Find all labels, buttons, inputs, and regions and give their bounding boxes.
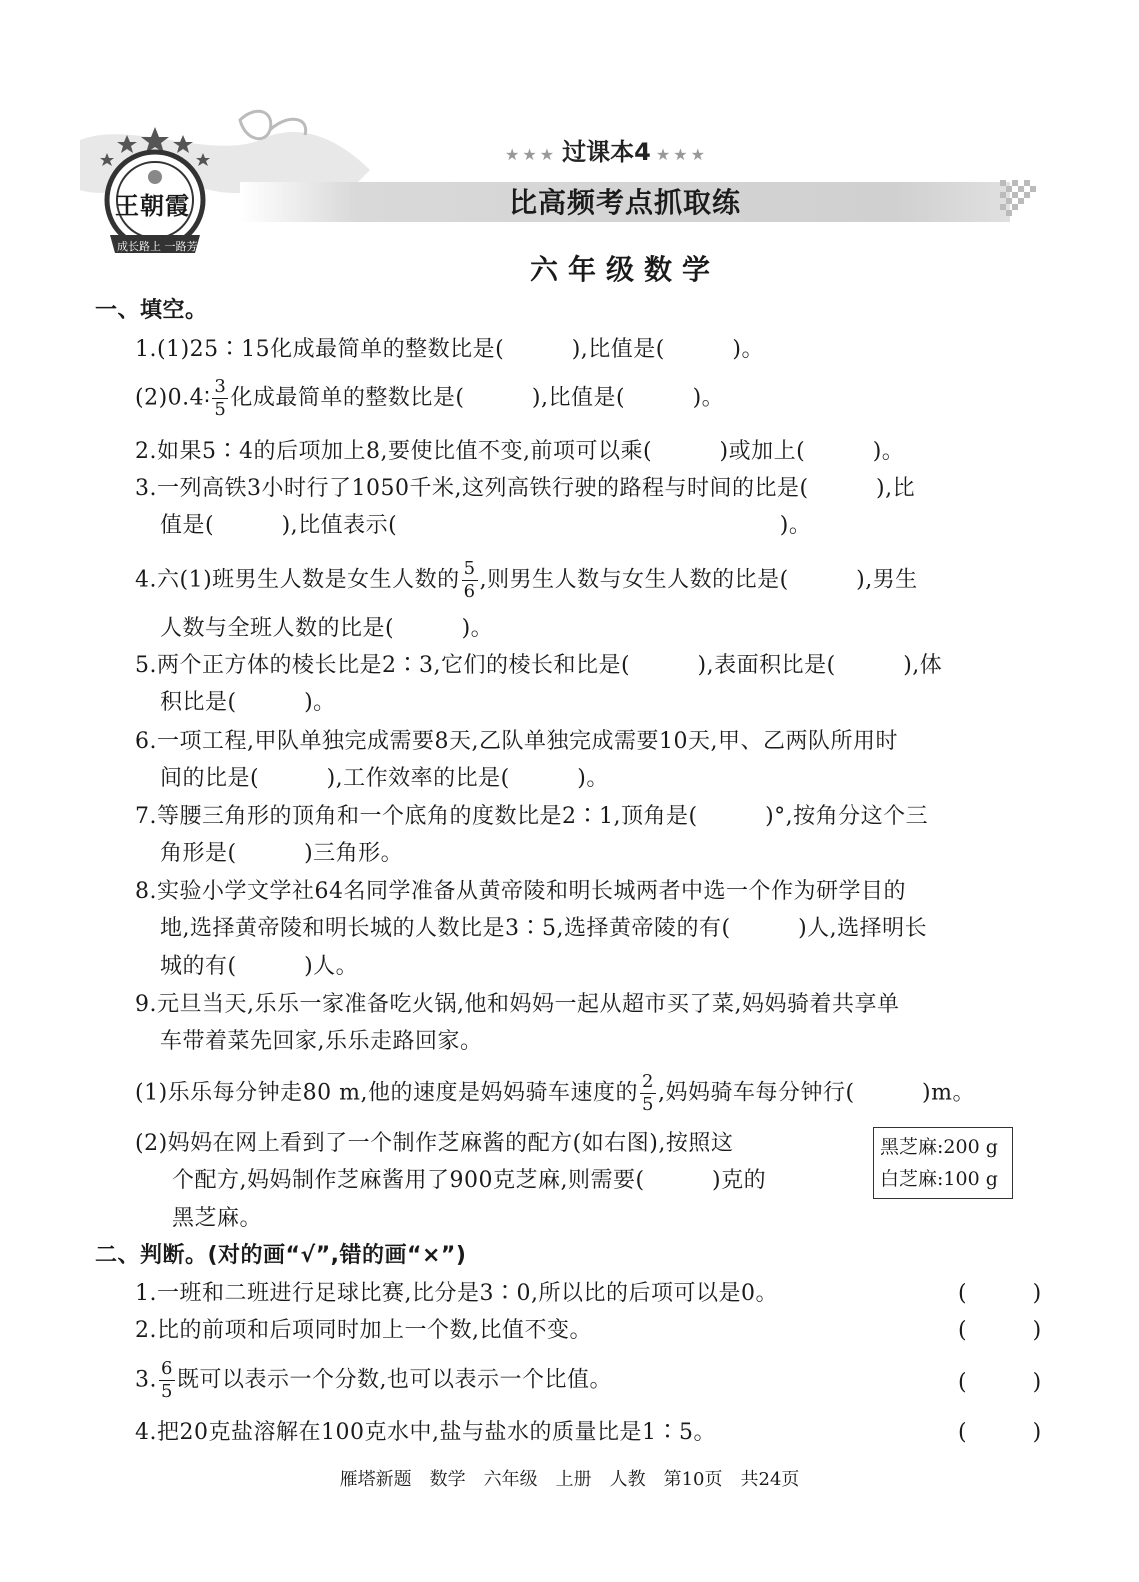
answer-paren-2[interactable]: ( ) xyxy=(958,1318,1042,1343)
fraction-denominator: 5 xyxy=(642,1094,654,1115)
question-6-line2: 间的比是( ),工作效率的比是( )。 xyxy=(160,766,609,791)
recipe-black-sesame: 黑芝麻:200 g xyxy=(880,1136,998,1158)
section1-heading: 一、填空。 xyxy=(95,298,208,323)
question-9-1 xyxy=(135,1073,975,1114)
fraction-denominator: 5 xyxy=(214,399,227,420)
question-6-line1: 6.一项工程,甲队单独完成需要8天,乙队单独完成需要10天,甲、乙两队所用时 xyxy=(135,729,898,754)
fraction-6-5 xyxy=(159,1360,175,1401)
recipe-box xyxy=(873,1127,1013,1199)
star-icons-right: ★★★ xyxy=(655,145,708,164)
fraction-denominator: 5 xyxy=(161,1381,173,1402)
question-3-line1: 3.一列高铁3小时行了1050千米,这列高铁行驶的路程与时间的比是( ),比 xyxy=(135,476,916,501)
question-9-2-line1: (2)妈妈在网上看到了一个制作芝麻酱的配方(如右图),按照这 xyxy=(135,1131,734,1156)
fraction-numerator: 6 xyxy=(161,1358,173,1379)
q4-suffix: ,则男生人数与女生人数的比是( ),男生 xyxy=(479,567,918,593)
star-icons-left: ★★★ xyxy=(505,145,558,164)
section2-heading: 二、判断。(对的画“√”,错的画“×”) xyxy=(95,1243,467,1268)
answer-paren-1[interactable]: ( ) xyxy=(958,1281,1042,1306)
j3-suffix: 既可以表示一个分数,也可以表示一个比值。 xyxy=(176,1367,612,1393)
q1b-suffix: 化成最简单的整数比是( ),比值是( )。 xyxy=(230,385,725,411)
question-9-2-line2: 个配方,妈妈制作芝麻酱用了900克芝麻,则需要( )克的 xyxy=(172,1168,767,1193)
q1b-prefix: (2)0.4∶ xyxy=(135,385,211,411)
question-4-line2: 人数与全班人数的比是( )。 xyxy=(160,616,494,641)
question-4-line1 xyxy=(135,560,918,601)
answer-paren-4[interactable]: ( ) xyxy=(958,1420,1042,1445)
question-1-1: 1.(1)25∶15化成最简单的整数比是( ),比值是( )。 xyxy=(135,337,764,362)
logo-ribbon-text: 成长路上 一路芳天 xyxy=(117,240,209,253)
judge-2: 2.比的前项和后项同时加上一个数,比值不变。 xyxy=(135,1318,592,1343)
question-8-line3: 城的有( )人。 xyxy=(160,954,359,979)
series-heading xyxy=(505,132,765,167)
answer-paren-3[interactable]: ( ) xyxy=(958,1370,1042,1395)
page-title: 六年级数学 xyxy=(529,253,720,286)
fraction-3-5 xyxy=(212,378,228,419)
fraction-5-6 xyxy=(462,560,478,601)
question-9-line1: 9.元旦当天,乐乐一家准备吃火锅,他和妈妈一起从超市买了菜,妈妈骑着共享单 xyxy=(135,992,900,1017)
fraction-2-5 xyxy=(640,1073,656,1114)
question-8-line1: 8.实验小学文学社64名同学准备从黄帝陵和明长城两者中选一个作为研学目的 xyxy=(135,879,906,904)
series-label: 过课本4 xyxy=(562,138,651,166)
question-5-line1: 5.两个正方体的棱长比是2∶3,它们的棱长和比是( ),表面积比是( ),体 xyxy=(135,653,943,678)
logo-text: 王朝霞 xyxy=(115,191,190,220)
q9a-suffix: ,妈妈骑车每分钟行( )m。 xyxy=(657,1080,975,1106)
fraction-denominator: 6 xyxy=(463,581,476,602)
question-9-line2: 车带着菜先回家,乐乐走路回家。 xyxy=(160,1029,483,1054)
j3-prefix: 3. xyxy=(135,1367,157,1393)
fraction-numerator: 3 xyxy=(214,376,227,397)
judge-1: 1.一班和二班进行足球比赛,比分是3∶0,所以比的后项可以是0。 xyxy=(135,1281,778,1306)
page-footer: 雁塔新题 数学 六年级 上册 人教 第10页 共24页 xyxy=(339,1469,800,1490)
judge-4: 4.把20克盐溶解在100克水中,盐与盐水的质量比是1∶5。 xyxy=(135,1420,716,1445)
question-7-line1: 7.等腰三角形的顶角和一个底角的度数比是2∶1,顶角是( )°,按角分这个三 xyxy=(135,804,929,829)
subtitle: 比高频考点抓取练 xyxy=(508,186,741,219)
question-1-2 xyxy=(135,378,724,419)
q4-prefix: 4.六(1)班男生人数是女生人数的 xyxy=(135,567,460,593)
question-3-line2: 值是( ),比值表示( )。 xyxy=(160,513,812,538)
fraction-numerator: 2 xyxy=(642,1071,654,1092)
question-5-line2: 积比是( )。 xyxy=(160,690,336,715)
judge-3 xyxy=(135,1360,612,1401)
question-9-2-line3: 黑芝麻。 xyxy=(172,1206,263,1231)
question-7-line2: 角形是( )三角形。 xyxy=(160,841,404,866)
question-2: 2.如果5∶4的后项加上8,要使比值不变,前项可以乘( )或加上( )。 xyxy=(135,439,905,464)
question-8-line2: 地,选择黄帝陵和明长城的人数比是3∶5,选择黄帝陵的有( )人,选择明长 xyxy=(160,916,928,941)
q9a-prefix: (1)乐乐每分钟走80 m,他的速度是妈妈骑车速度的 xyxy=(135,1080,639,1106)
fraction-numerator: 5 xyxy=(463,558,476,579)
recipe-white-sesame: 白芝麻:100 g xyxy=(880,1168,998,1190)
